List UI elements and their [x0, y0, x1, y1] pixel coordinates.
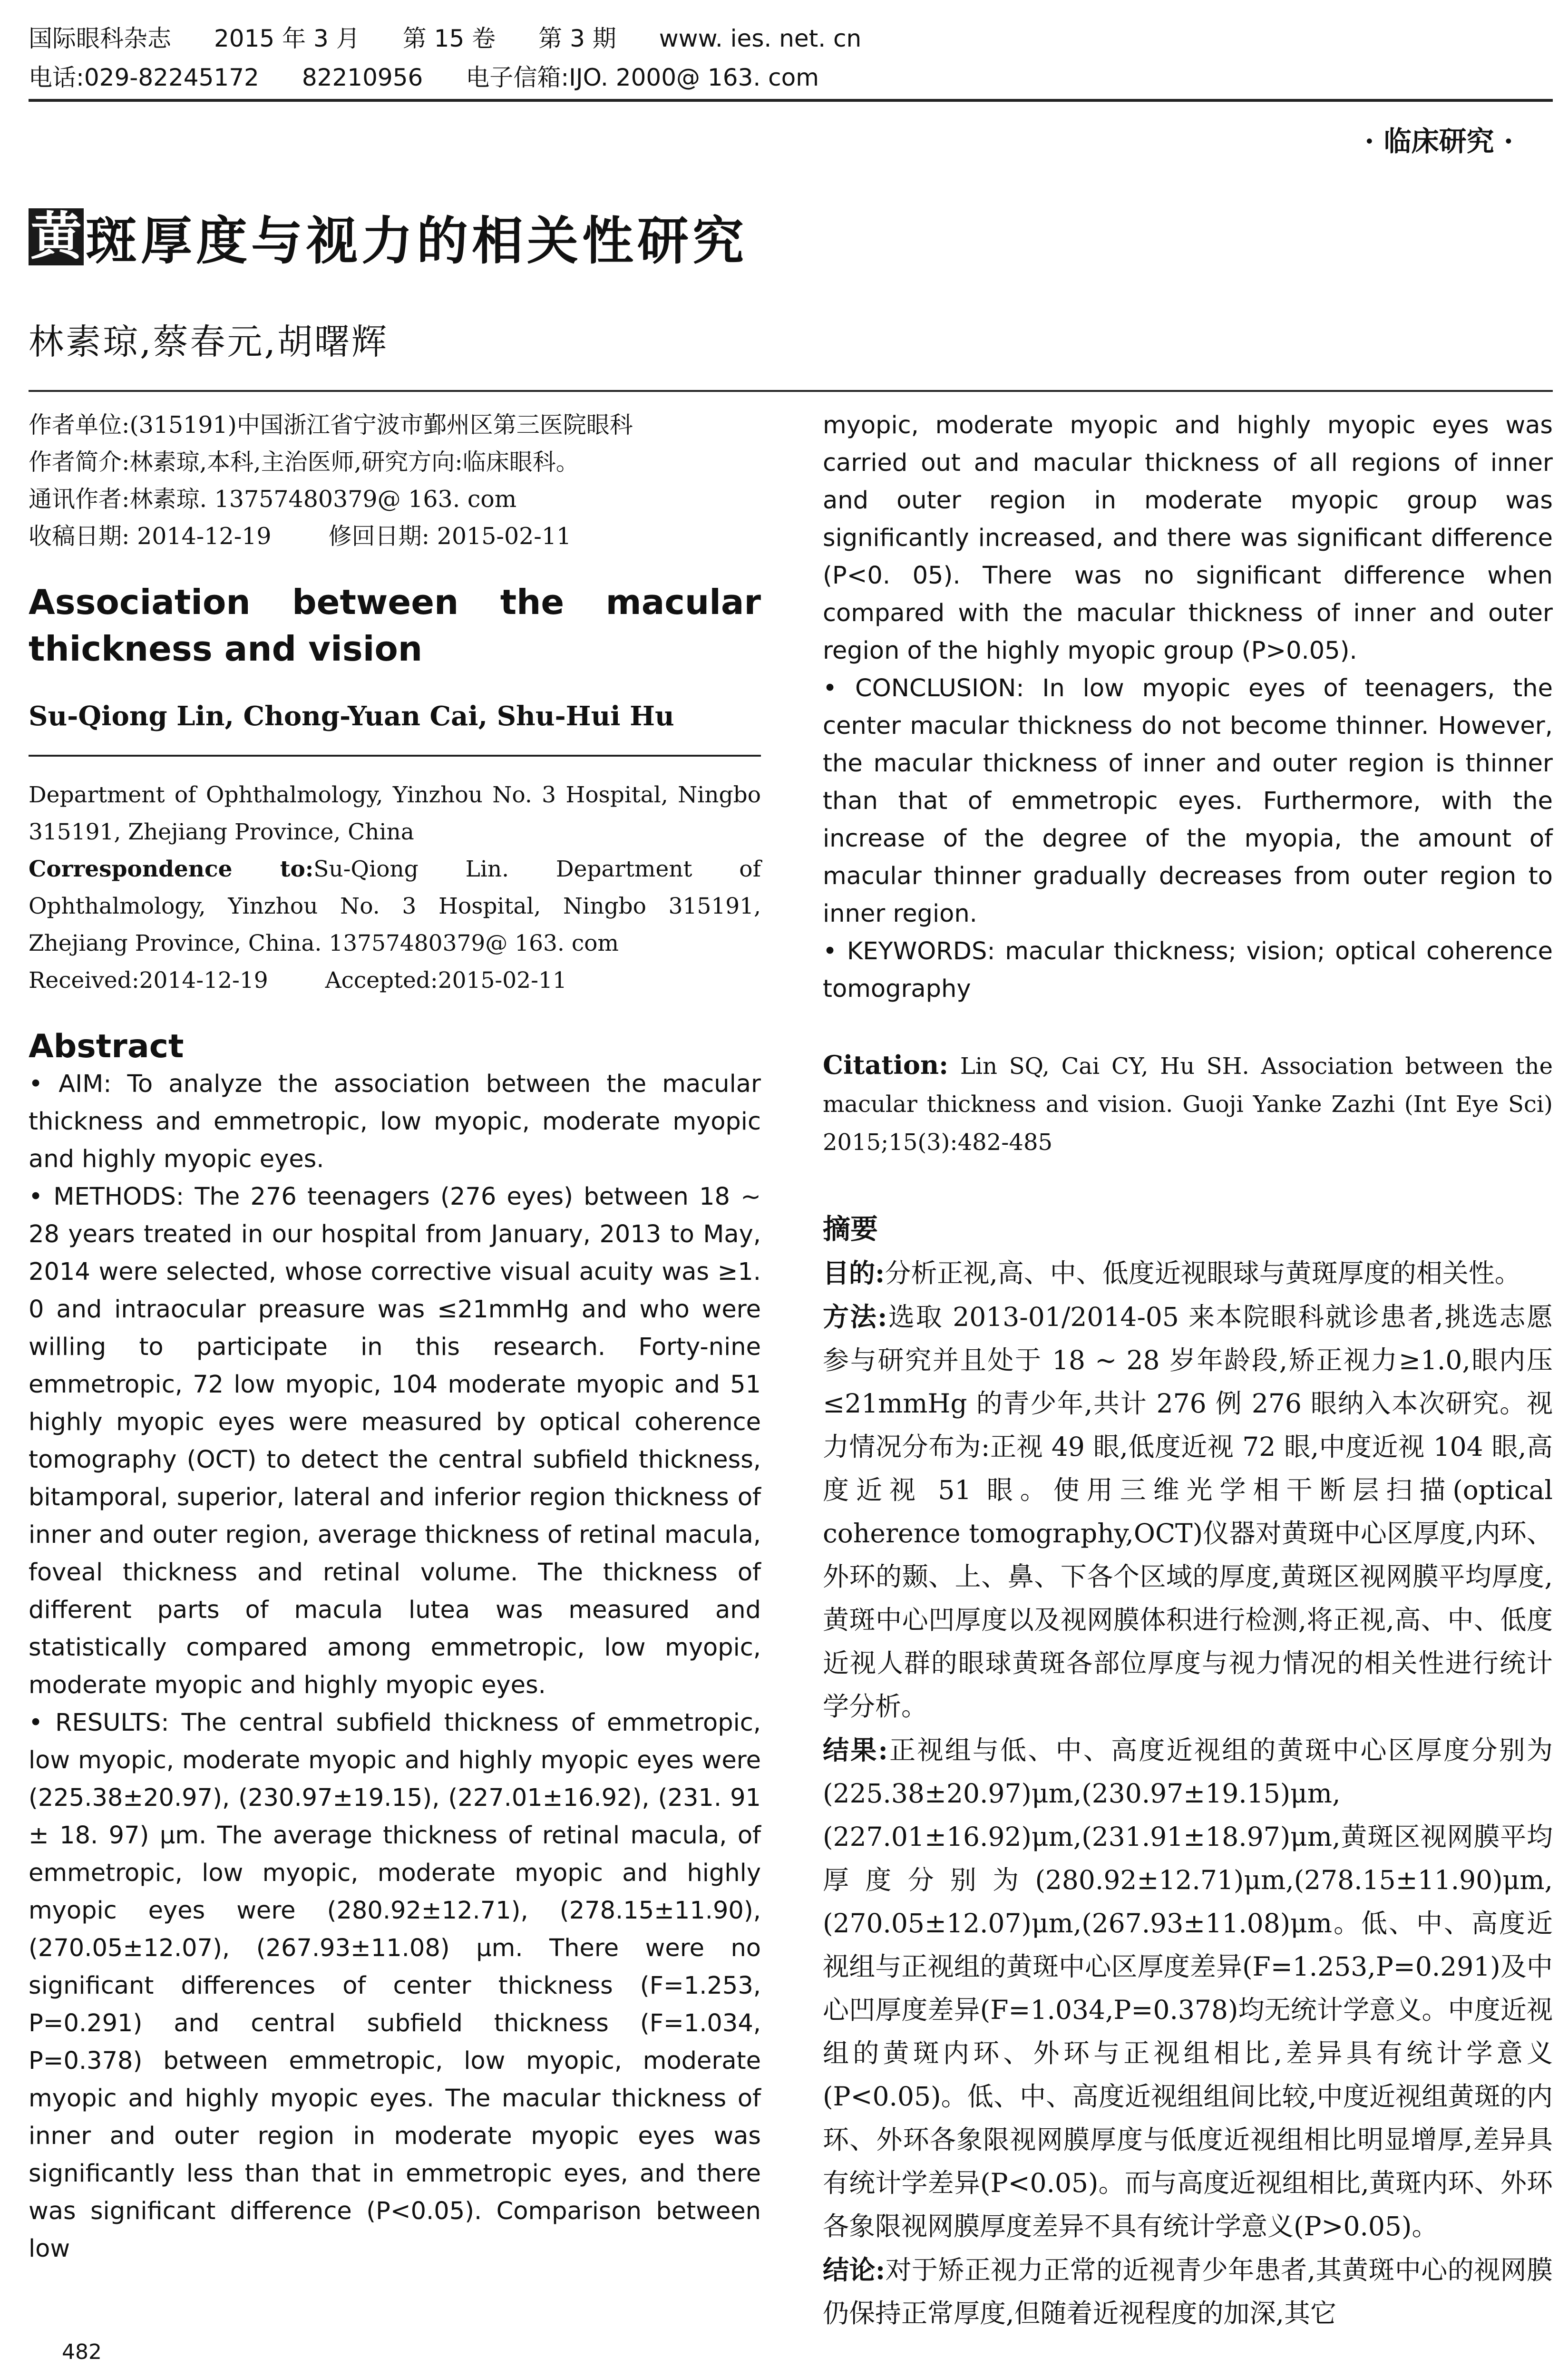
affiliation-en: Department of Ophthalmology, Yinzhou No. 3 Hospital, Ningbo 315191, Zhejiang Province, China: [29, 782, 761, 845]
citation-text: Lin SQ, Cai CY, Hu SH. Association between the macular thickness and vision. Guoji Yanke Zazhi (Int Eye Sci) 2015;15(3):482-485: [823, 1053, 1553, 1156]
affiliation-cn: 作者单位:(315191)中国浙江省宁波市鄞州区第三医院眼科: [29, 411, 633, 438]
abstract-en-left: [29, 1065, 761, 2268]
abstract-keywords: • KEYWORDS: macular thickness; vision; optical coherence tomography: [823, 937, 1553, 1003]
cn-abstract: [823, 1251, 1553, 2335]
cn-methods-text: 选取 2013-01/2014-05 来本院眼科就诊患者,挑选志愿参与研究并且处于 18 ~ 28 岁年龄段,矫正视力≥1.0,眼内压≤21mmHg 的青少年,共计 276 例 276 眼纳入本次研究。视力情况分布为:正视 49 眼,低度近视 72 眼,中度近视 104 眼,高度近视 51 眼。使用三维光学相干断层扫描(optical coherence tomography,OCT)仪器对黄斑中心区厚度,内环、外环的颞、上、鼻、下各个区域的厚度,黄斑区视网膜平均厚度,黄斑中心凹厚度以及视网膜体积进行检测,将正视,高、中、低度近视人群的眼球黄斑各部位厚度与视力情况的相关性进行统计学分析。: [823, 1302, 1553, 1722]
cn-aim-label: 目的:: [823, 1257, 885, 1288]
title-rule: [29, 390, 1553, 392]
left-column: [29, 407, 761, 2268]
citation: [823, 1046, 1553, 1161]
affiliation-block-en: [29, 777, 761, 999]
email: 电子信箱:IJO. 2000@ 163. com: [466, 64, 819, 91]
header-rule: [29, 99, 1553, 102]
abstract-results: • RESULTS: The central subfield thickness of emmetropic, low myopic, moderate myopic and highly myopic eyes were (225.38±20.97), (230.97±19.15), (227.01±16.92), (231. 91 ± 18. 97) μm. The average thickness of retinal macula, of emmetropic, low myopic, moderate myopic and highly myopic eyes were (280.92±12.71), (278.15±11.90), (270.05±12.07), (267.93±11.08) μm. There were no significant differences of center thickness (F=1.253, P=0.291) and central subfield thickness (F=1.034, P=0.378) between emmetropic, low myopic, moderate myopic and highly myopic eyes. The macular thickness of inner and outer region in moderate myopic eyes was significantly less than that in emmetropic eyes, and there was significant difference (P<0.05). Comparison between low: [29, 1709, 761, 2263]
issue: 第 3 期: [538, 25, 616, 52]
cn-results: [823, 1728, 1553, 2248]
abstract-en-right: [823, 407, 1553, 1008]
correspondence-label: Correspondence to:: [29, 856, 314, 882]
volume: 第 15 卷: [402, 25, 496, 52]
correspondence-text: Su-Qiong Lin. Department of Ophthalmology, Yinzhou No. 3 Hospital, Ningbo 315191, Zhejiang Province, China. 13757480379@ 163. com: [29, 856, 761, 956]
cn-methods-label: 方法:: [823, 1301, 887, 1332]
bio-cn: 作者简介:林素琼,本科,主治医师,研究方向:临床眼科。: [29, 448, 579, 476]
received-cn: 收稿日期: 2014-12-19: [29, 523, 272, 550]
section-tag: · 临床研究 ·: [1364, 125, 1513, 157]
cn-aim: [823, 1251, 1553, 1295]
title-en: Association between the macular thickness and vision: [29, 582, 761, 669]
running-header: [29, 19, 1553, 97]
issue-date: 2015 年 3 月: [214, 25, 360, 52]
correspondence-cn: 通讯作者:林素琼. 13757480379@ 163. com: [29, 486, 517, 513]
journal-website: www. ies. net. cn: [659, 25, 862, 52]
cn-methods: [823, 1295, 1553, 1728]
correspondence-en: [29, 851, 761, 962]
title-rest: 斑厚度与视力的相关性研究: [86, 212, 748, 271]
cn-abstract-heading: 摘要: [823, 1213, 878, 1245]
phone: 电话:029-82245172: [29, 64, 259, 91]
abstract-aim: • AIM: To analyze the association between the macular thickness and emmetropic, low myopic, moderate myopic and highly myopic eyes.: [29, 1070, 761, 1173]
right-column: [823, 407, 1553, 2335]
abstract-conclusion: • CONCLUSION: In low myopic eyes of teenagers, the center macular thickness do not become thinner. However, the macular thickness of inner and outer region is thinner than that of emmetropic eyes. Furthermore, with the increase of the degree of the myopia, the amount of macular thinner gradually decreases from outer region to inner region.: [823, 674, 1553, 928]
cn-results-label: 结果:: [823, 1734, 888, 1765]
abstract-results-cont: myopic, moderate myopic and highly myopic eyes was carried out and macular thickness of all regions of inner and outer region in moderate myopic group was significantly increased, and there was significant difference (P<0. 05). There was no significant difference when compared with the macular thickness of inner and outer region of the highly myopic group (P>0.05).: [823, 411, 1553, 665]
title-first-char: 黄: [29, 208, 84, 265]
journal-name: 国际眼科杂志: [29, 25, 171, 52]
meta-cn: [29, 407, 761, 555]
abstract-heading: Abstract: [29, 1028, 184, 1065]
cn-results-text: 正视组与低、中、高度近视组的黄斑中心区厚度分别为(225.38±20.97)μm,(230.97±19.15)μm,(227.01±16.92)μm,(231.91±18.97)μm,黄斑区视网膜平均厚度分别为(280.92±12.71)μm,(278.15±11.90)μm,(270.05±12.07)μm,(267.93±11.08)μm。低、中、高度近视组与正视组的黄斑中心区厚度差异(F=1.253,P=0.291)及中心凹厚度差异(F=1.034,P=0.378)均无统计学意义。中度近视组的黄斑内环、外环与正视组相比,差异具有统计学意义(P<0.05)。低、中、高度近视组组间比较,中度近视组黄斑的内环、外环各象限视网膜厚度与低度近视组相比明显增厚,差异具有统计学差异(P<0.05)。而与高度近视组相比,黄斑内环、外环各象限视网膜厚度差异不具有统计学意义(P>0.05)。: [823, 1735, 1553, 2241]
received-en: Received:2014-12-19: [29, 967, 268, 994]
cn-conclusion-label: 结论:: [823, 2254, 886, 2285]
authors-en: Su-Qiong Lin, Chong-Yuan Cai, Shu-Hui Hu: [29, 701, 674, 732]
phone-2: 82210956: [302, 64, 423, 91]
citation-label: Citation:: [823, 1050, 949, 1080]
cn-conclusion: [823, 2248, 1553, 2335]
cn-conclusion-text: 对于矫正视力正常的近视青少年患者,其黄斑中心的视网膜仍保持正常厚度,但随着近视程度的加深,其它: [823, 2255, 1553, 2328]
abstract-methods: • METHODS: The 276 teenagers (276 eyes) between 18 ~ 28 years treated in our hospital from January, 2013 to May, 2014 were selected, whose corrective visual acuity was ≥1. 0 and intraocular preasure was ≤21mmHg and who were willing to participate in this research. Forty-nine emmetropic, 72 low myopic, 104 moderate myopic and 51 highly myopic eyes were measured by optical coherence tomography (OCT) to detect the central subfield thickness, bitamporal, superior, lateral and inferior region thickness of inner and outer region, average thickness of retinal macula, foveal thickness and retinal volume. The thickness of different parts of macula lutea was measured and statistically compared among emmetropic, low myopic, moderate myopic and highly myopic eyes.: [29, 1183, 761, 1699]
accepted-en: Accepted:2015-02-11: [325, 967, 567, 994]
authors-cn: 林素琼,蔡春元,胡曙辉: [29, 321, 389, 362]
revised-cn: 修回日期: 2015-02-11: [328, 523, 572, 550]
article-title: [29, 200, 748, 273]
page-number: 482: [62, 2340, 102, 2364]
authors-rule: [29, 755, 761, 757]
cn-aim-text: 分析正视,高、中、低度近视眼球与黄斑厚度的相关性。: [885, 1258, 1521, 1288]
